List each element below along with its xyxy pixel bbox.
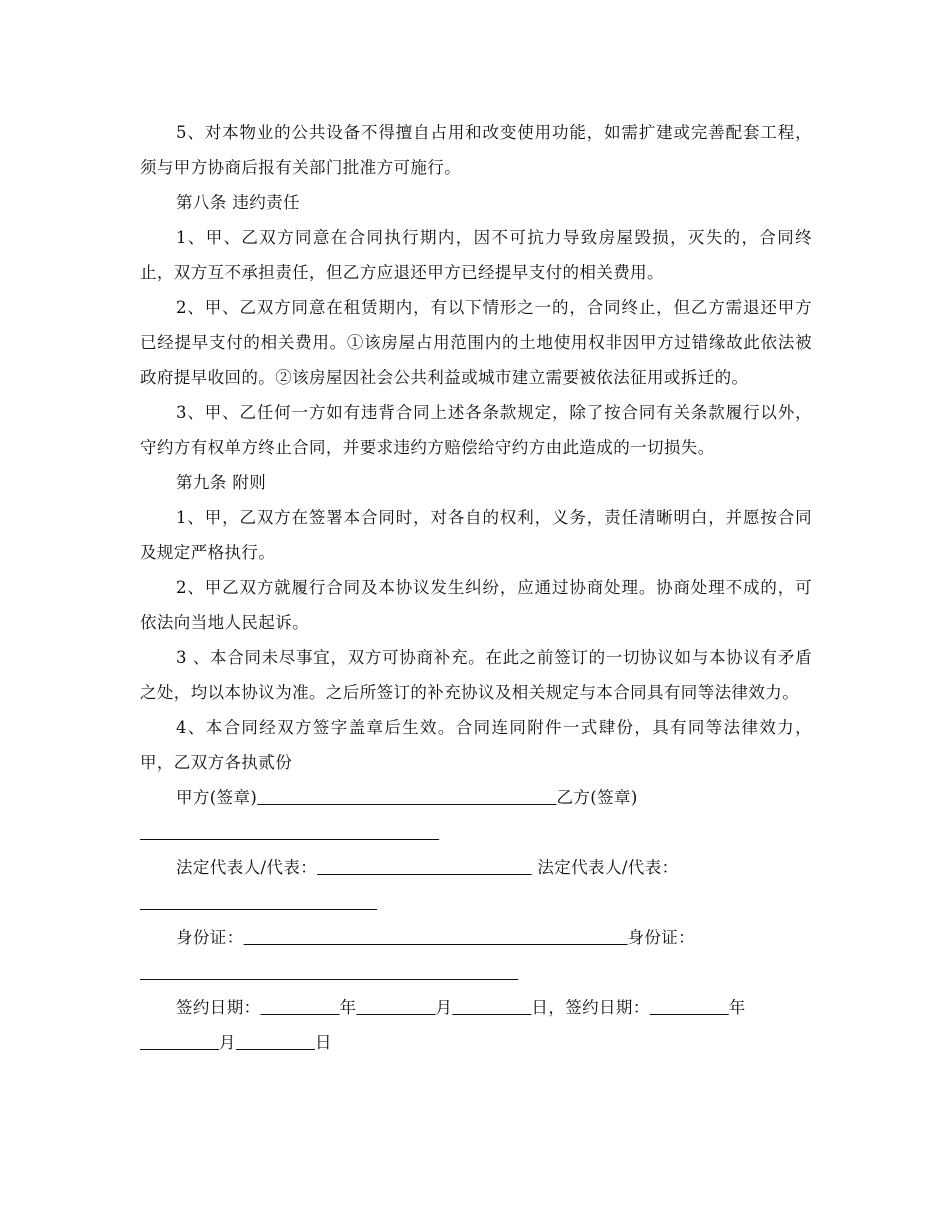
date-label-a: 签约日期： [176,998,261,1017]
party-a-sign-blank[interactable] [257,788,556,807]
date-b-year-blank[interactable] [650,998,729,1017]
clause-5-paragraph: 5、对本物业的公共设备不得擅自占用和改变使用功能，如需扩建或完善配套工程，须与甲方协商后报有关部门批准方可施行。 [140,123,812,177]
date-separator: ， [548,998,566,1017]
article-9-item-4: 4、本合同经双方签字盖章后生效。合同连同附件一式肆份，具有同等法律效力，甲，乙双方各执贰份 [140,718,812,772]
date-b-month-blank[interactable] [140,1033,219,1052]
article-8-item-1: 1、甲、乙双方同意在合同执行期内，因不可抗力导致房屋毁损，灭失的，合同终止，双方互不承担责任，但乙方应退还甲方已经提早支付的相关费用。 [140,228,812,282]
rep-b-blank[interactable] [140,893,377,912]
article-9-heading: 第九条 附则 [176,473,267,492]
signature-line-parties [140,780,812,850]
contract-body [140,115,812,1060]
id-label-a: 身份证： [176,928,244,947]
year-label-a: 年 [339,998,357,1017]
rep-label-a: 法定代表人/代表： [176,858,318,877]
party-b-label: 乙方(签章) [556,788,638,807]
article-8-item-2: 2、甲、乙双方同意在租赁期内，有以下情形之一的，合同终止，但乙方需退还甲方已经提早支付的相关费用。①该房屋占用范围内的土地使用权非因甲方过错缘故此依法被政府提早收回的。②该房屋因社会公共利益或城市建立需要被依法征用或拆迁的。 [140,298,812,387]
article-9-item-3: 3 、本合同未尽事宜，双方可协商补充。在此之前签订的一切协议如与本协议有矛盾之处，均以本协议为准。之后所签订的补充协议及相关规定与本合同具有同等法律效力。 [140,648,812,702]
month-label-a: 月 [435,998,453,1017]
year-label-b: 年 [728,998,746,1017]
article-8-heading: 第八条 违约责任 [176,193,300,212]
id-a-blank[interactable] [244,928,628,947]
rep-label-b: 法定代表人/代表： [537,858,679,877]
signature-line-representatives [140,850,812,920]
signature-line-dates [140,990,812,1060]
date-a-year-blank[interactable] [261,998,340,1017]
signature-line-id [140,920,812,990]
party-a-label: 甲方(签章) [176,788,258,807]
day-label-a: 日 [531,998,549,1017]
rep-a-blank[interactable] [317,858,532,877]
date-b-day-blank[interactable] [236,1033,315,1052]
date-a-day-blank[interactable] [452,998,531,1017]
month-label-b: 月 [219,1033,236,1052]
date-label-b: 签约日期： [565,998,650,1017]
date-a-month-blank[interactable] [356,998,435,1017]
day-label-b: 日 [314,1033,332,1052]
id-label-b: 身份证： [627,928,696,947]
article-8-item-3: 3、甲、乙任何一方如有违背合同上述各条款规定，除了按合同有关条款履行以外，守约方有权单方终止合同，并要求违约方赔偿给守约方由此造成的一切损失。 [140,403,812,457]
article-9-item-1: 1、甲，乙双方在签署本合同时，对各自的权利，义务，责任清晰明白，并愿按合同及规定严格执行。 [140,508,812,562]
article-9-item-2: 2、甲乙双方就履行合同及本协议发生纠纷，应通过协商处理。协商处理不成的，可依法向当地人民起诉。 [140,578,812,632]
id-b-blank[interactable] [140,963,518,982]
party-b-sign-blank[interactable] [140,823,439,842]
